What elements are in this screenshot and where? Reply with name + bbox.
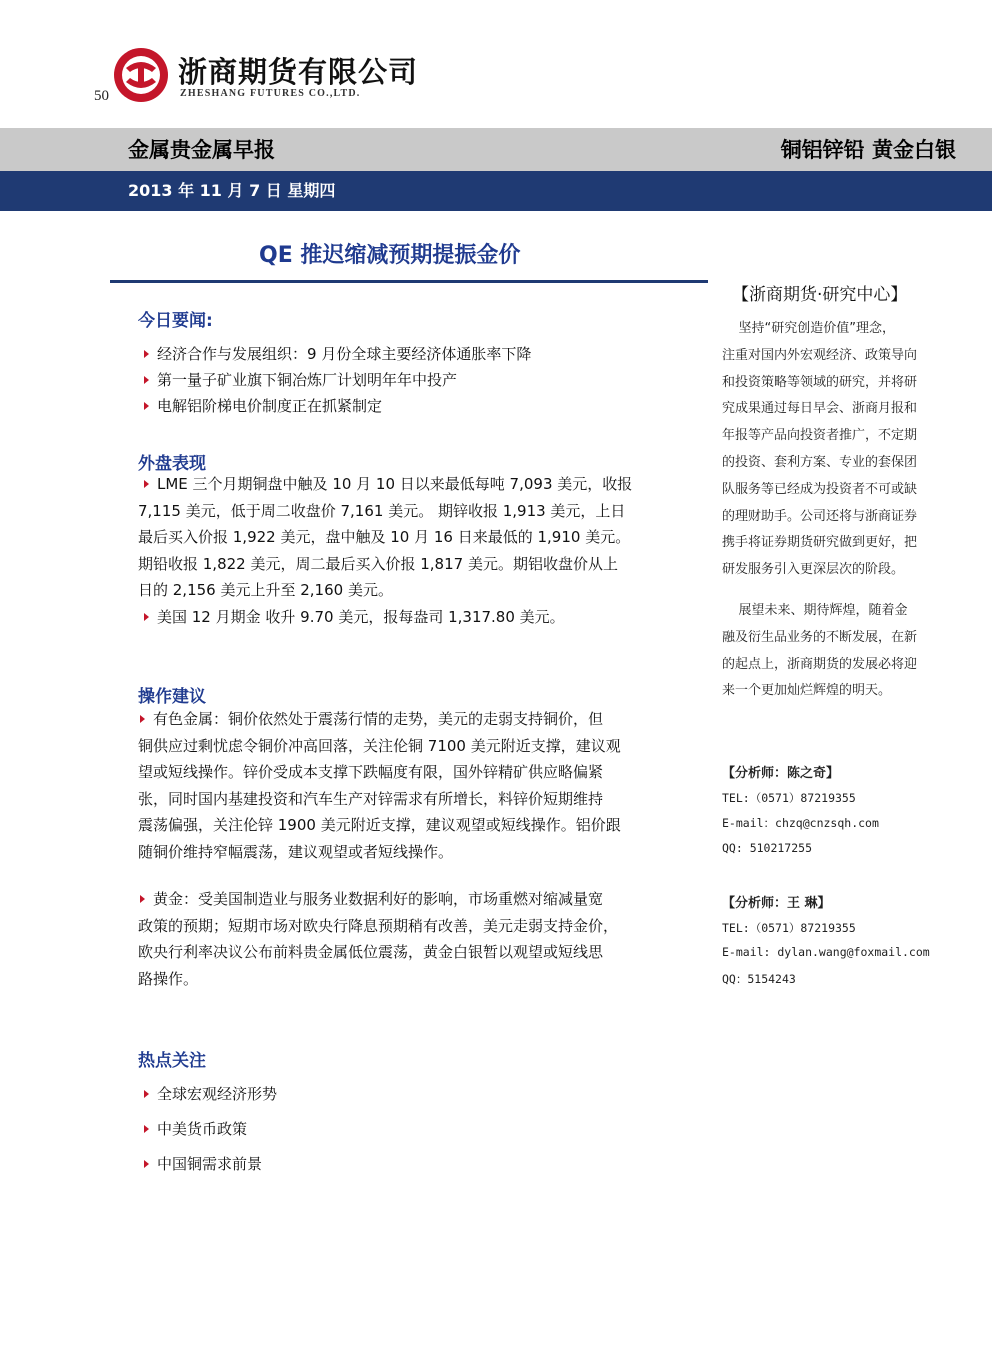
- list-item: 经济合作与发展组织：9 月份全球主要经济体通胀率下降: [138, 341, 531, 367]
- page-number: 50: [94, 88, 109, 104]
- headline: QE 推迟缩减预期提振金价: [259, 243, 521, 268]
- section-title-overseas: 外盘表现: [138, 454, 206, 474]
- section-title-advice: 操作建议: [138, 687, 206, 707]
- bullet-icon: [144, 376, 149, 384]
- analyst-name: 【分析师：王 琳】: [722, 896, 831, 911]
- analyst-email[interactable]: E-mail：chzq@cnzsqh.com: [722, 816, 879, 830]
- bullet-icon: [144, 613, 149, 621]
- list-item: 全球宏观经济形势: [138, 1081, 277, 1107]
- list-item: 电解铝阶梯电价制度正在抓紧制定: [138, 393, 382, 419]
- analyst-qq: QQ：5154243: [722, 972, 796, 986]
- list-item: 第一量子矿业旗下铜冶炼厂计划明年年中投产: [138, 367, 457, 393]
- company-name-cn: 浙商期货有限公司: [178, 55, 419, 89]
- bullet-icon: [144, 402, 149, 410]
- bullet-icon: [144, 1125, 149, 1133]
- list-item: 中国铜需求前景: [138, 1151, 262, 1177]
- sidebar-intro-paragraph: 坚持“研究创造价值”理念， 注重对国内外宏观经济、政策导向 和投资策略等领域的研究，并将研 究成果通过每日早会、浙商月报和 年报等产品向投资者推广，不定期 的投资、套利方案、专业的套保团 队服务等已经成为投资者不可或缺 的理财助手。公司还将与浙商证券 携手将证券期货研究做到更好，把 研发服务引入更深层次的阶段。: [722, 321, 918, 578]
- bullet-icon: [140, 715, 145, 723]
- headline-divider: [110, 280, 708, 283]
- report-date: 2013 年 11 月 7 日 星期四: [128, 181, 336, 200]
- bullet-icon: [140, 895, 145, 903]
- sidebar-title: 【浙商期货·研究中心】: [732, 285, 908, 305]
- advice-metals-paragraph: 有色金属：铜价依然处于震荡行情的走势，美元的走弱支持铜价，但 铜供应过剩忧虑令铜价冲高回落，关注伦铜 7100 美元附近支撑，建议观 望或短线操作。锌价受成本支撑下跌幅度有限，国外锌精矿供应略偏紧 张，同时国内基建投资和汽车生产对锌需求有所增长，料锌价短期维持 震荡偏强，关注伦锌 1900 美元附近支撑，建议观望或短线操作。铝价跟 随铜价维持窄幅震荡，建议观望或者短线操作。: [138, 710, 621, 861]
- advice-gold-paragraph: 黄金：受美国制造业与服务业数据利好的影响，市场重燃对缩减量宽 政策的预期；短期市场对欧央行降息预期稍有改善，美元走弱支持金价， 欧央行利率决议公布前料贵金属低位震荡，黄金白银暂以观望或短线思 路操作。: [138, 890, 619, 988]
- sidebar-outlook-paragraph: 展望未来、期待辉煌，随着金 融及衍生品业务的不断发展，在新 的起点上，浙商期货的发展必将迎 来一个更加灿烂辉煌的明天。: [722, 603, 918, 699]
- zheshang-logo-icon: [112, 46, 170, 104]
- analyst-qq: QQ: 510217255: [722, 841, 813, 855]
- company-name-en: ZHESHANG FUTURES CO.,LTD.: [180, 88, 361, 99]
- bullet-icon: [144, 1160, 149, 1168]
- bullet-icon: [144, 1090, 149, 1098]
- analyst-tel: TEL:（0571）87219355: [722, 791, 856, 805]
- report-metals: 铜铝锌铅 黄金白银: [780, 138, 956, 162]
- bullet-icon: [144, 480, 149, 488]
- analyst-name: 【分析师：陈之奇】: [722, 766, 840, 781]
- section-title-focus: 热点关注: [138, 1051, 206, 1071]
- section-title-news: 今日要闻:: [138, 311, 213, 331]
- overseas-paragraph: LME 三个月期铜盘中触及 10 月 10 日以来最低每吨 7,093 美元，收报 7,115 美元，低于周二收盘价 7,161 美元。 期锌收报 1,913 美元，上日 最后买入价报 1,922 美元，盘中触及 10 月 16 日来最低的 1,910 美元。 期铅收报 1,822 美元，周二最后买入价报 1,817 美元。期铝收盘价从上 日的 2,156 美元上升至 2,160 美元。 美国 12 月期金 收升 9.70 美元，报每盎司 1,317.80 美元。: [138, 475, 633, 626]
- bullet-icon: [144, 350, 149, 358]
- analyst-email[interactable]: E-mail: dylan.wang@foxmail.com: [722, 945, 930, 959]
- analyst-tel: TEL:（0571）87219355: [722, 921, 856, 935]
- report-type: 金属贵金属早报: [128, 138, 275, 162]
- list-item: 中美货币政策: [138, 1116, 247, 1142]
